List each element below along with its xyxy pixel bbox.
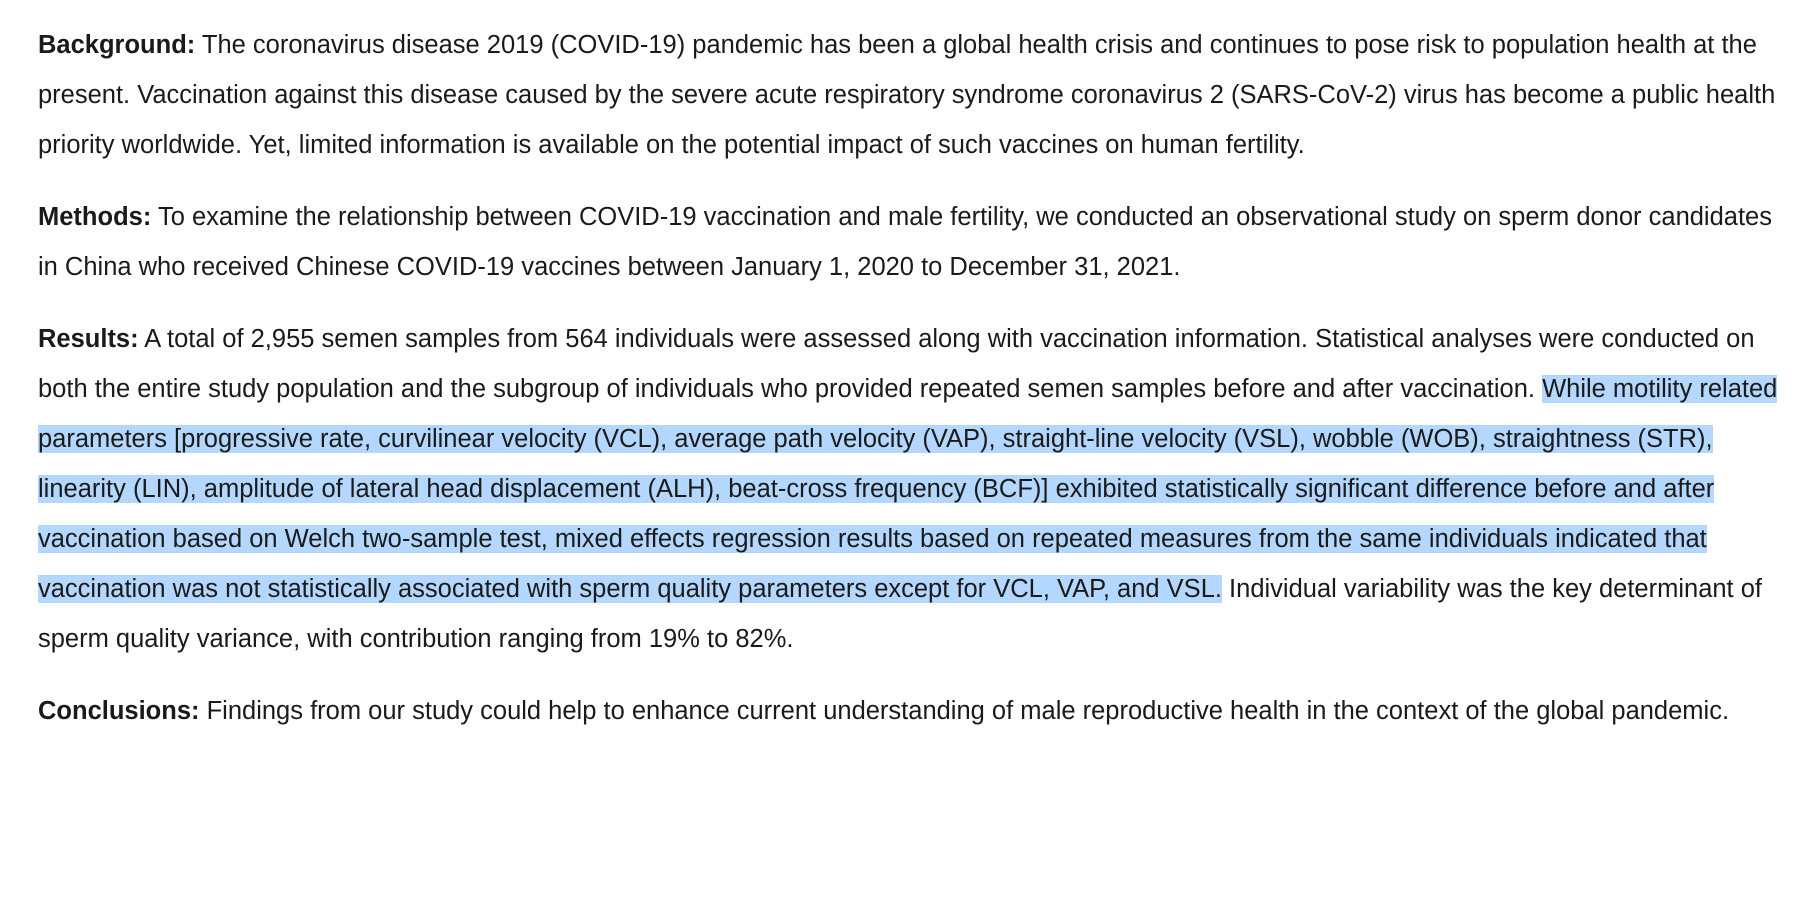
methods-label: Methods: — [38, 203, 152, 231]
abstract — [38, 20, 1798, 758]
background-text: The coronavirus disease 2019 (COVID-19) pandemic has been a global health crisis and continues to pose risk to population health at the present. Vaccination against this disease caused by the severe acute respiratory syndrome coronavirus 2 (SARS-CoV-2) virus has become a public health priority worldwide. Yet, limited information is available on the potential impact of such vaccines on human fertility. — [38, 31, 1776, 159]
conclusions-label: Conclusions: — [38, 697, 200, 725]
results-label: Results: — [38, 325, 139, 353]
selected-text-highlight[interactable]: While motility related parameters [progressive rate, curvilinear velocity (VCL), average path velocity (VAP), straight-line velocity (VSL), wobble (WOB), straightness (STR), linearity (LIN), amplitude of lateral head displacement (ALH), beat-cross frequency (BCF)] exhibited statistically significant difference before and after vaccination based on Welch two-sample test, mixed effects regression results based on repeated measures from the same individuals indicated that vaccination was not statistically associated with sperm quality parameters except for VCL, VAP, and VSL. — [38, 375, 1778, 603]
results-section — [38, 314, 1798, 664]
methods-text: To examine the relationship between COVID-19 vaccination and male fertility, we conducted an observational study on sperm donor candidates in China who received Chinese COVID-19 vaccines between January 1, 2020 to December 31, 2021. — [38, 203, 1772, 281]
conclusions-text: Findings from our study could help to enhance current understanding of male reproductive health in the context of the global pandemic. — [206, 697, 1730, 725]
methods-section — [38, 192, 1798, 292]
results-text: A total of 2,955 semen samples from 564 individuals were assessed along with vaccination information. Statistical analyses were conducted on both the entire study population and the subgroup of individuals who provided repeated semen samples before and after vaccination. — [38, 325, 1755, 403]
background-label: Background: — [38, 31, 196, 59]
results-text-continued: Individual variability was the key determinant of sperm quality variance, with contribution ranging from 19% to 82%. — [38, 575, 1762, 653]
conclusions-section — [38, 686, 1798, 736]
background-section — [38, 20, 1798, 170]
